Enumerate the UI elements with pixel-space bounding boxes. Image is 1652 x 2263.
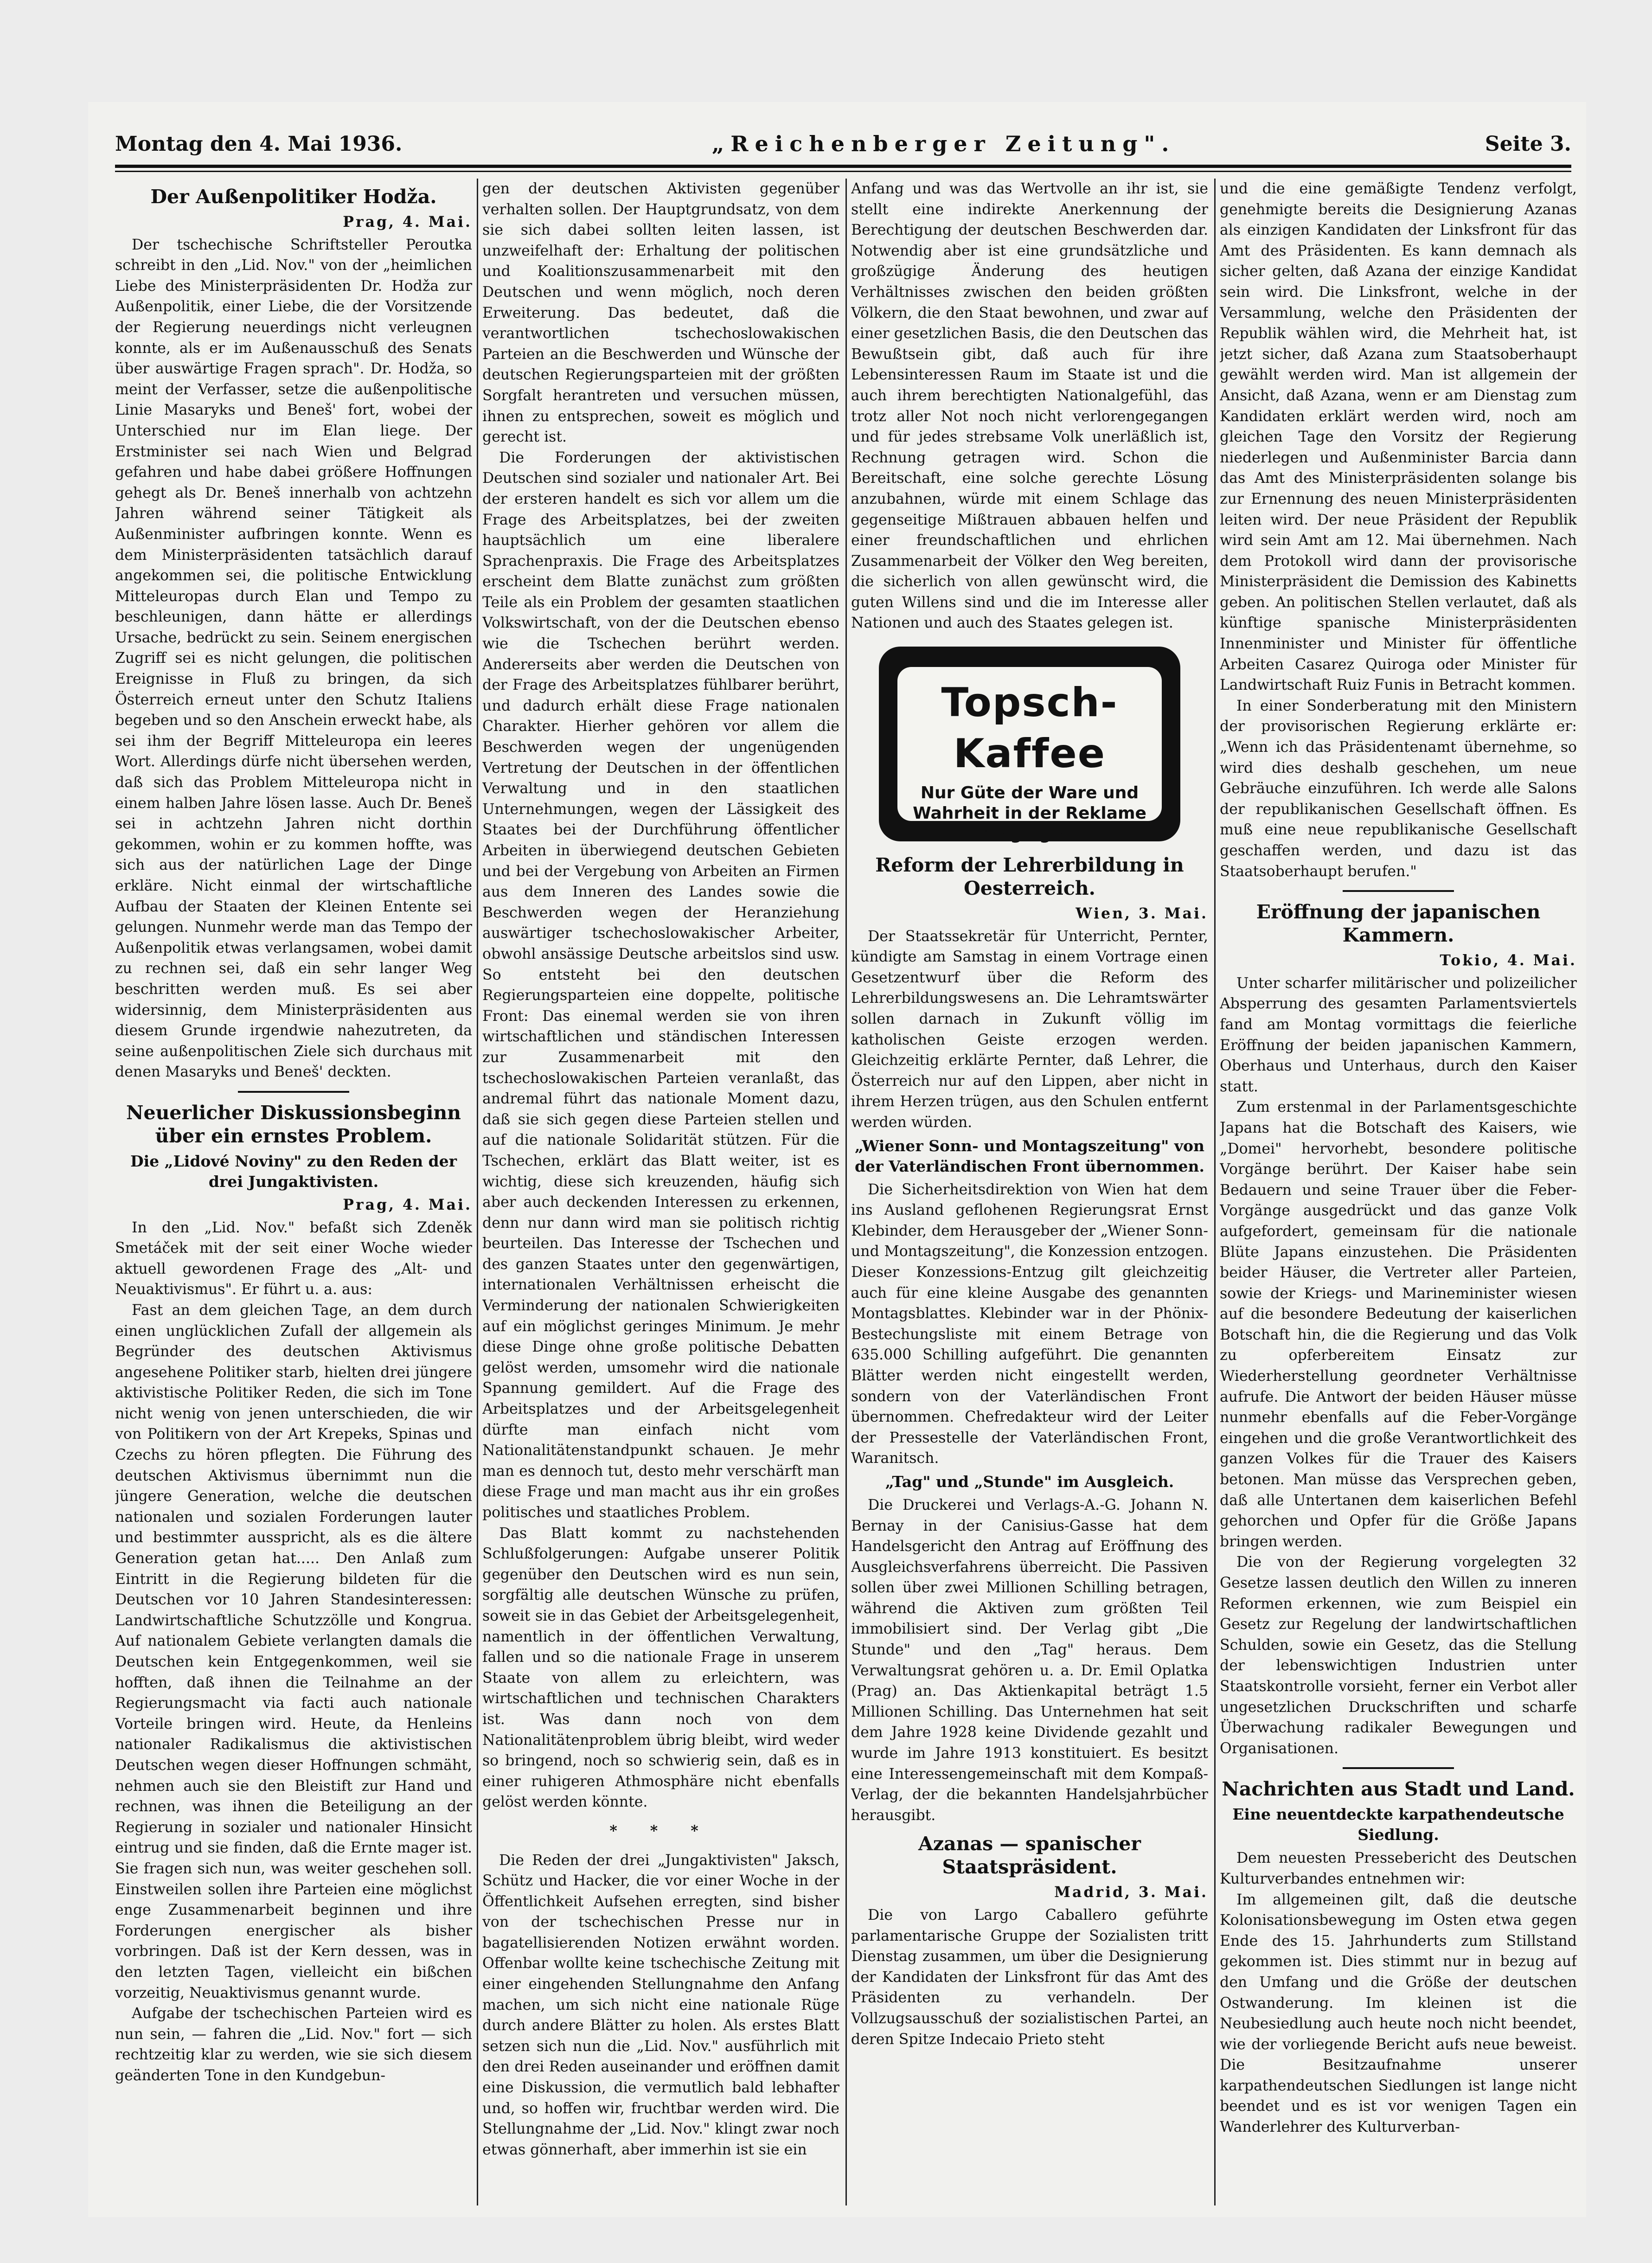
article-paragraph: gen der deutschen Aktivisten gegenüber verhalten sollen. Der Hauptgrundsatz, von dem sie sich dabei sollten leiten lassen, ist unzweifelhaft der: Erhaltung der politischen und Koalitionszusammenarbeit mit den Deutschen und wenn möglich, noch deren Erweiterung. Das bedeutet, daß die verantwortlichen tschechoslowakischen Parteien an die Beschwerden und Wünsche der deutschen Regierungsparteien mit der größten Sorgfalt herantreten und versuchen müssen, ihnen zu entsprechen, soweit es möglich und gerecht ist. [482, 180, 839, 446]
article-paragraph: In den „Lid. Nov." befaßt sich Zdeněk Smetáček mit der seit einer Woche wieder aktuell gewordenen Frage des „Alt- und Neuaktivismus". Er führt u. a. aus: [115, 1219, 472, 1298]
article-dateline: Wien, 3. Mai. [1076, 905, 1208, 923]
article-paragraph: Zum erstenmal in der Parlamentsgeschichte Japans hat die Botschaft des Kaisers, wie „Domei" hervorhebt, besondere politische Vorgänge berührt. Der Kaiser habe sein Bedauern und seine Trauer über die Feber-Vorgänge ausgedrückt und das ganze Volk aufgefordert, gemeinsam für die nationale Blüte Japans einzustehen. Die Präsidenten beider Häuser, die Vertreter aller Parteien, sowie der Kriegs- und Marineminister wiesen auf die besondere Bedeutung der kaiserlichen Botschaft hin, die die Regierung und das Volk zu opferbereitem Einsatz zur Wiederherstellung geordneter Verhältnisse aufrufe. Die Antwort der beiden Häuser müsse nunmehr ebenfalls auf die Feber-Vorgänge eingehen und die große Verantwortlichkeit des ganzen Volkes für die Trauer des Kaisers betonen. Man müsse das Versprechen geben, daß alle Untertanen dem kaiserlichen Befehl gehorchen und Opfer für die Größe Japans bringen werden. [1220, 1099, 1577, 1550]
article-paragraph: Die Forderungen der aktivistischen Deutschen sind sozialer und nationaler Art. Bei der ersteren handelt es sich vor allem um die Frage des Arbeitsplatzes, bei der zweiten hauptsächlich um eine liberalere Sprachenpraxis. Die Frage des Arbeitsplatzes erscheint dem Blatte zunächst zum größten Teile als ein Problem der gesamten staatlichen Volkswirtschaft, von der die Deutschen ebenso wie die Tschechen berührt werden. Andererseits aber werden die Deutschen von der Frage des Arbeitsplatzes fühlbarer berührt, und dadurch erhält diese Frage nationalen Charakter. Hierher gehören vor allem die Beschwerden wegen der ungenügenden Vertretung der Deutschen in der öffentlichen Verwaltung und in den staatlichen Unternehmungen, wegen der Lässigkeit des Staates bei der Durchführung öffentlicher Arbeiten in überwiegend deutschen Gebieten und bei der Vergebung von Arbeiten an Firmen aus dem Inneren des Landes sowie die Beschwerden wegen der Heranziehung auswärtiger tschechoslowakischer Arbeiter, obwohl ansässige Deutsche arbeitslos sind usw. So entsteht bei den deutschen Regierungsparteien eine doppelte, politische Front: Das einemal werden sie von ihren wirtschaftlichen und ständischen Interessen zur Zusammenarbeit mit den tschechoslowakischen Parteien veranlaßt, das andremal führt das nationale Moment dazu, daß sie sich gegen diese Parteien stellen und auf die nationale Solidarität stützen. Für die Tschechen, erklärt das Blatt weiter, ist es wichtig, diese sich kreuzenden, häufig sich aber auch deckenden Interessen zu erkennen, denn nur dann wird man sie politisch richtig beurteilen. Das Interesse der Tschechen und des ganzen Staates unter den gegenwärtigen, internationalen Verhältnissen erheischt die Verminderung der nationalen Schwierigkeiten auf ein möglichst geringes Minimum. Je mehr diese Dinge ohne große politische Debatten gelöst werden, umsomehr wird die nationale Spannung gemildert. Auf die Frage des Arbeitsplatzes und der Arbeitsgelegenheit dürfte man einfach nicht vom Nationalitätenstandpunkt schauen. Je mehr man es dennoch tut, desto mehr verschärft man diese Frage und man macht aus ihr ein großes politisches und staatliches Problem. [482, 449, 839, 1521]
column-divider [1214, 179, 1216, 2205]
issue-date: Montag den 4. Mai 1936. [115, 132, 403, 156]
article-separator [238, 1091, 349, 1093]
masthead-rule-thick [115, 165, 1571, 168]
article-dateline: Tokio, 4. Mai. [1440, 952, 1577, 969]
column-divider [477, 179, 478, 2205]
article-separator [1343, 1767, 1454, 1769]
column-2 [482, 179, 839, 2205]
article-headline: Eröffnung der japanischen Kammern. [1256, 901, 1541, 947]
article-paragraph: Die von Largo Caballero geführte parlamentarische Gruppe der Sozialisten tritt Dienstag zusammen, um über die Designierung der Kandidaten der Linksfront für das Amt des Präsidenten zu verhandeln. Der Vollzugsausschuß der sozialistischen Partei, an deren Spitze Indecaio Prieto steht [851, 1907, 1208, 2048]
newspaper-title: „Reichenberger Zeitung". [711, 131, 1176, 156]
column-1 [115, 179, 472, 2205]
article-dateline: Prag, 4. Mai. [343, 1196, 472, 1213]
article-paragraph: Das Blatt kommt zu nachstehenden Schlußfolgerungen: Aufgabe unserer Politik gegenüber den Deutschen wird es nun sein, sorgfältig alle deutschen Wünsche zu prüfen, soweit sie in das Gebiet der Arbeitsgelegenheit, namentlich in der öffentlichen Verwaltung, fallen und so die nationale Frage in unserem Staate von allem zu erleichtern, was wirtschaftlichen und technischen Charakters ist. Was dann noch von dem Nationalitätenproblem übrig bleibt, wird weder so bringend, noch so schwierig sein, daß es in einer ruhigeren Athmosphäre nicht ebenfalls gelöst werden könnte. [482, 1525, 839, 1811]
article-paragraph: Die Sicherheitsdirektion von Wien hat dem ins Ausland geflohenen Regierungsrat Ernst Klebinder, dem Herausgeber der „Wiener Sonn- und Montagszeitung", die Konzession entzogen. Dieser Konzessions-Entzug gilt gleichzeitig auch für eine kleine Ausgabe des genannten Montagsblattes. Klebinder war in der Phönix-Bestechungsliste mit einem Betrage von 635.000 Schilling aufgeführt. Die genannten Blätter werden nicht eingestellt werden, sondern von der Vaterländischen Front übernommen. Chefredakteur wird der Leiter der Pressestelle der Vaterländischen Front, Waranitsch. [851, 1181, 1208, 1467]
section-headline: Nachrichten aus Stadt und Land. [1222, 1778, 1575, 1801]
article-paragraph: Die Druckerei und Verlags-A.-G. Johann N. Bernay in der Canisius-Gasse hat dem Handelsgericht den Antrag auf Eröffnung des Ausgleichsverfahrens überreicht. Die Passiven sollen über zwei Millionen Schilling betragen, während die Aktiven zum größten Teil immobilisiert sind. Der Verlag gibt „Die Stunde" und den „Tag" heraus. Dem Verwaltungsrat gehören u. a. Dr. Emil Oplatka (Prag) an. Das Aktienkapital beträgt 1.5 Millionen Schilling. Das Unternehmen hat seit dem Jahre 1928 keine Dividende gezahlt und wurde im Jahre 1913 konstituiert. Es besitzt eine Interessengemeinschaft mit dem Kompaß-Verlag, der die bekannten Handelsjahrbücher herausgibt. [851, 1496, 1208, 1824]
article-headline: Reform der Lehrerbildung in Oesterreich. [875, 854, 1184, 900]
article-paragraph: Die von der Regierung vorgelegten 32 Gesetze lassen deutlich den Willen zu inneren Reformen erkennen, wie zum Beispiel ein Gesetz zur Regelung der landwirtschaftlichen Schulden, sowie ein Gesetz, das die Stellung der lebenswichtigen Industrien unter Staatskontrolle vorsieht, ferner ein Verbot aller ungesetzlichen Druckschriften und scharfe Überwachung radikaler Bewegungen und Organisationen. [1220, 1554, 1577, 1757]
page-number: Seite 3. [1485, 132, 1571, 156]
article-paragraph: Der Staatssekretär für Unterricht, Pernter, kündigte am Samstag in einem Vortrage einen Gesetzentwurf über die Reform des Lehrerbildungswesens an. Die Lehramtswärter sollen darnach in Zukunft völlig im katholischen Geiste erzogen werden. Gleichzeitig erklärte Pernter, daß Lehrer, die Österreich nur auf den Lippen, aber nicht in ihrem Herzen trügen, aus den Schulen entfernt werden würden. [851, 928, 1208, 1131]
newspaper-page [88, 102, 1586, 2217]
article-separator [1343, 890, 1454, 892]
column-3 [851, 179, 1208, 2205]
article-paragraph: und die eine gemäßigte Tendenz verfolgt, genehmigte bereits die Designierung Azanas als einzigen Kandidaten der Linksfront für das Amt des Präsidenten. Es kann demnach als sicher gelten, daß Azana der einzige Kandidat sein wird. Die Linksfront, welche in der Versammlung, welche den Präsidenten der Republik wählen wird, die Mehrheit hat, ist jetzt sicher, daß Azana zum Staatsoberhaupt gewählt werden wird. Man ist allgemein der Ansicht, daß Azana, wenn er am Dienstag zum Kandidaten erklärt werden wird, noch am gleichen Tage den Vorsitz der Regierung niederlegen und Außenminister Barcia dann das Amt des Ministerpräsidenten solange bis zur Ernennung des neuen Ministerpräsidenten leiten wird. Der neue Präsident der Republik wird sein Amt am 12. Mai übernehmen. Nach dem Protokoll wird dann der provisorische Ministerpräsident die Demission des Kabinetts geben. An politischen Stellen verlautet, daß als künftige spanische Ministerpräsidenten Innenminister und Minister für öffentliche Arbeiten Casarez Quiroga oder Minister für Landwirtschaft Ruiz Funis in Betracht kommen. [1220, 180, 1577, 694]
article-paragraph: In einer Sonderberatung mit den Ministern der provisorischen Regierung erklärte er: „Wenn ich das Präsidentenamt übernehme, so wird dies deshalb geschehen, um neue Gebräuche einzuführen. Ich werde alle Salons der republikanischen Gesellschaft öffnen. Es muß eine neue republikanische Gesellschaft geschaffen werden, und dazu ist das Staatsoberhaupt berufen." [1220, 697, 1577, 880]
article-subheadline: „Tag" und „Stunde" im Ausgleich. [885, 1472, 1174, 1491]
advertisement [879, 647, 1180, 844]
article-dateline: Madrid, 3. Mai. [1054, 1884, 1208, 1901]
column-4 [1220, 179, 1577, 2205]
masthead-rule-thin [115, 171, 1571, 172]
article-paragraph: Dem neuesten Pressebericht des Deutschen Kulturverbandes entnehmen wir: [1220, 1850, 1577, 1887]
column-divider [845, 179, 847, 2205]
article-subheadline: Eine neuentdeckte karpathendeutsche Siedlung. [1232, 1805, 1564, 1844]
article-paragraph: Unter scharfer militärischer und polizeilicher Absperrung des gesamten Parlamentsviertels fand am Montag vormittags die feierliche Eröffnung der beiden japanischen Kammern, Oberhaus und Unterhaus, durch den Kaiser statt. [1220, 974, 1577, 1095]
article-paragraph: Aufgabe der tschechischen Parteien wird es nun sein, — fahren die „Lid. Nov." fort — sich rechtzeitig klar zu werden, wie sie sich diesem geänderten Tone in den Kundgebun- [115, 2005, 472, 2084]
article-paragraph: Anfang und was das Wertvolle an ihr ist, sie stellt eine indirekte Anerkennung der Berechtigung der deutschen Beschwerden dar. Notwendig aber ist eine grundsätzliche und großzügige Änderung des heutigen Verhältnisses zwischen den beiden größten Völkern, die den Staat bewohnen, und zwar auf einer gesetzlichen Basis, die den Deutschen das Bewußtsein gibt, daß auch für ihre Lebensinteressen Raum im Staate ist und die auch ihrem berechtigten Nationalgefühl, das trotz aller Not noch nicht verlorengegangen und für jedes strebsame Volk unerläßlich ist, Rechnung getragen wird. Schon die Bereitschaft, eine solche gerechte Lösung anzubahnen, würde mit einem Schlage das gegenseitige Mißtrauen abbauen helfen und einer freundschaftlichen und ehrlichen Zusammenarbeit der Völker den Weg bereiten, die sicherlich von allen gewünscht wird, die guten Willens sind und die im Interesse aller Nationen und auch des Staates gelegen ist. [851, 180, 1208, 632]
section-stars: * * * [609, 1822, 712, 1840]
masthead [115, 125, 1571, 162]
article-subheadline: „Wiener Sonn- und Montagszeitung" von der Vaterländischen Front übernommen. [854, 1136, 1205, 1175]
article-headline: Der Außenpolitiker Hodža. [150, 186, 437, 208]
advertisement-slogan: Nur Güte der Ware und Wahrheit in der Reklame hat Erfolge gebracht. [913, 783, 1146, 844]
article-subheadline: Die „Lidové Noviny" zu den Reden der drei Jungaktivisten. [130, 1152, 457, 1191]
article-dateline: Prag, 4. Mai. [343, 213, 472, 231]
article-paragraph: Die Reden der drei „Jungaktivisten" Jaksch, Schütz und Hacker, die vor einer Woche in der Öffentlichkeit Aufsehen erregten, sind bisher von der tschechischen Presse nur in bagatellisierenden Notizen erwähnt worden. Offenbar wollte keine tschechische Zeitung mit einer eingehenden Stellungnahme den Anfang machen, um sich nicht eine nationale Rüge durch andere Blätter zu holen. Als erstes Blatt setzen sich nun die „Lid. Nov." ausführlich mit den drei Reden auseinander und eröffnen damit eine Diskussion, die vermutlich bald lebhafter und, so hoffen wir, fruchtbar werden wird. Die Stellungnahme der „Lid. Nov." klingt zwar noch etwas gönnerhaft, aber immerhin ist sie ein [482, 1852, 839, 2158]
article-paragraph: Im allgemeinen gilt, daß die deutsche Kolonisationsbewegung im Osten etwa gegen Ende des 15. Jahrhunderts zum Stillstand gekommen ist. Dies stimmt nur in bezug auf den Umfang und die Größe der deutschen Ostwanderung. Im kleinen ist die Neubesiedlung auch heute noch nicht beendet, wie der vorliegende Bericht aufs neue beweist. Die Besitzaufnahme unserer karpathendeutschen Siedlungen ist lange nicht beendet und es ist vor wenigen Tagen ein Wanderlehrer des Kulturverban- [1220, 1891, 1577, 2136]
advertisement-brand: Topsch-Kaffee [941, 680, 1118, 777]
advertisement-frame [897, 667, 1162, 844]
article-headline: Neuerlicher Diskussionsbeginn über ein ernstes Problem. [126, 1101, 461, 1147]
article-paragraph: Fast an dem gleichen Tage, an dem durch einen unglücklichen Zufall der allgemein als Begründer des deutschen Aktivismus angesehene Politiker starb, hielten drei jüngere aktivistische Politiker Reden, die sich im Tone nicht wenig von jenen unterschieden, die wir von Politikern von der Art Krepeks, Spinas und Czechs zu hören pflegten. Die Führung des deutschen Aktivismus übernimmt nun die jüngere Generation, welche die deutschen nationalen und sozialen Forderungen lauter und bestimmter ausspricht, als es die ältere Generation getan hat..... Den Anlaß zum Eintritt in die Regierung bildeten für die Deutschen vor 10 Jahren Standesinteressen: Landwirtschaftliche Schutzzölle und Kongrua. Auf nationalem Gebiete verlangten damals die Deutschen kein Entgegenkommen, weil sie hofften, daß ihnen die Teilnahme an der Regierungsmacht via facti auch nationale Vorteile bringen wird. Heute, da Henleins nationaler Radikalismus die aktivistischen Deutschen wegen dieser Hoffnungen schmäht, nehmen auch sie den Bleistift zur Hand und rechnen, was ihnen die Beteiligung an der Regierung in sozialer und nationaler Hinsicht eintrug und sie finden, daß die Ernte mager ist. Sie fragen sich nun, was weiter geschehen soll. Einstweilen sollen ihre Parteien eine möglichst enge Zusammenarbeit beginnen und ihre Forderungen energischer als bisher vorbringen. Daß ist der Kern dessen, was in den letzten Tagen, vielleicht ein bißchen vorzeitig, Neuaktivismus genannt wurde. [115, 1301, 472, 2001]
article-headline: Azanas — spanischer Staatspräsident. [918, 1833, 1141, 1878]
article-paragraph: Der tschechische Schriftsteller Peroutka schreibt in den „Lid. Nov." von der „heimlichen Liebe des Ministerpräsidenten Dr. Hodža zur Außenpolitik, einer Liebe, die der Vorsitzende der Regierung neuerdings nicht verleugnen konnte, als er im Außenausschuß des Senats über auswärtige Fragen sprach". Dr. Hodža, so meint der Verfasser, setze die außenpolitische Linie Masaryks und Beneš' fort, wobei der Unterschied nur im Elan liege. Der Erstminister sei nach Wien und Belgrad gefahren und habe dabei größere Hoffnungen gehegt als Dr. Beneš innerhalb von achtzehn Jahren während seiner Tätigkeit als Außenminister aufbringen konnte. Wenn es dem Ministerpräsidenten tatsächlich darauf angekommen sei, die politische Entwicklung Mitteleuropas durch Elan und Tempo zu beschleunigen, dann hätte er allerdings Ursache, bedrückt zu sein. Seinem energischen Zugriff sei es nicht gelungen, die politischen Ereignisse in Fluß zu bringen, da sich Österreich erneut unter den Schutz Italiens begeben und so den Anschein erweckt habe, als sei ihm der Begriff Mitteleuropa ein leeres Wort. Allerdings dürfe nicht übersehen werden, daß sich das Problem Mitteleuropa nicht in einem halben Jahre lösen lasse. Auch Dr. Beneš sei in achtzehn Jahren nicht dorthin gekommen, wohin er zu kommen hoffte, was sich aus der natürlichen Lage der Dinge erkläre. Nicht einmal der wirtschaftliche Aufbau der Staaten der Kleinen Entente sei gelungen. Nunmehr werde man das Tempo der Außenpolitik etwas verlangsamen, wobei damit zu rechnen sei, daß ein sehr langer Weg beschritten werden muß. Es sei aber widersinnig, dem Ministerpräsidenten aus diesem Grunde irgendwie nahezutreten, da seine außenpolitischen Ziele sich durchaus mit denen Masaryks und Beneš' deckten. [115, 236, 472, 1081]
